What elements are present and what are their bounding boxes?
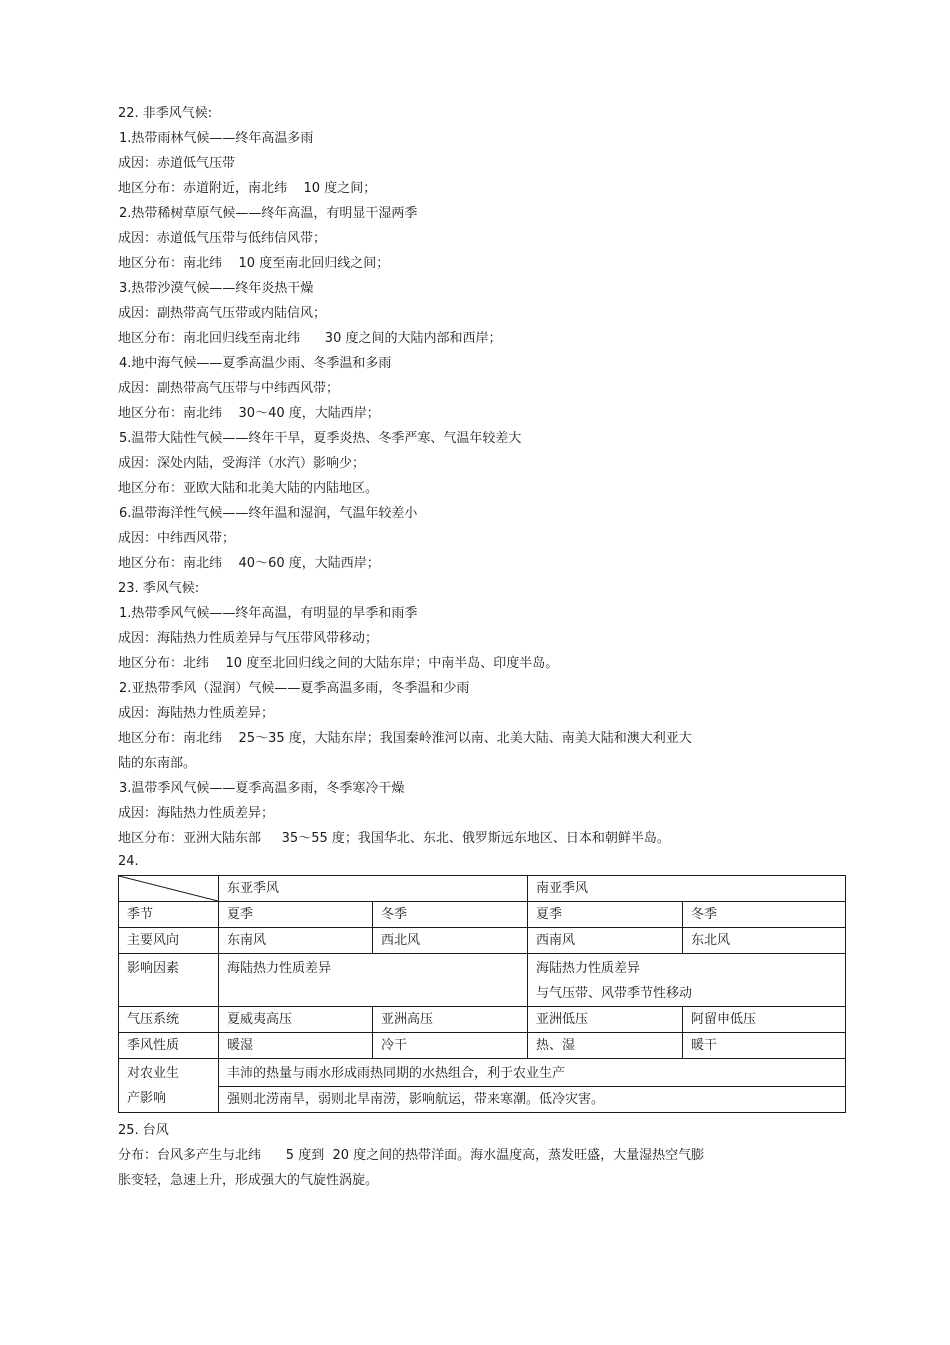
section-23-body [118,601,838,851]
text-line: 成因：赤道低气压带 [118,156,236,171]
table-cell: 暖干 [683,1033,846,1059]
text-line: 成因：海陆热力性质差异； [118,806,275,821]
table-cell: 东南风 [219,928,373,954]
text-line: 陆的东南部。 [118,756,197,771]
table-cell: 夏威夷高压 [219,1007,373,1033]
table-header-row [119,876,846,902]
text-line: 成因：海陆热力性质差异与气压带风带移动； [118,631,379,646]
table-cell: 冬季 [683,902,846,928]
table-row [119,1007,846,1033]
row-label-factor: 影响因素 [119,954,219,1007]
table-cell: 冷干 [373,1033,528,1059]
table-cell: 西北风 [373,928,528,954]
text-line: 4.地中海气候——夏季高温少雨、冬季温和多雨 [119,356,392,371]
monsoon-comparison-table [118,875,846,1113]
diagonal-header-cell [119,876,219,902]
table-cell: 亚洲高压 [373,1007,528,1033]
text-line: 地区分布：亚欧大陆和北美大陆的内陆地区。 [118,481,379,496]
section-25-body [118,1143,838,1193]
text-line: 3.温带季风气候——夏季高温多雨，冬季寒冷干燥 [119,781,405,796]
south-asia-monsoon-header: 南亚季风 [528,876,846,902]
section-25-heading: 25. 台风 [118,1123,169,1138]
text-line: 地区分布：南北纬 25～35 度，大陆东岸；我国秦岭淮河以南、北美大陆、南美大陆和澳大利亚大 [118,731,692,746]
table-cell: 亚洲低压 [528,1007,683,1033]
text-line: 3.热带沙漠气候——终年炎热干燥 [119,281,314,296]
text-line: 地区分布：南北纬 10 度至南北回归线之间； [118,256,390,271]
text-line: 6.温带海洋性气候——终年温和湿润，气温年较差小 [119,506,418,521]
table-cell: 海陆热力性质差异 [219,954,528,1007]
text-line: 地区分布：南北回归线至南北纬 30 度之间的大陆内部和西岸； [118,331,502,346]
table-row [119,1059,846,1087]
text-line: 分布：台风多产生与北纬 5 度到 20 度之间的热带洋面。海水温度高，蒸发旺盛，大量湿热空气膨 [118,1148,705,1163]
text-line: 5.温带大陆性气候——终年干旱，夏季炎热、冬季严寒、气温年较差大 [119,431,522,446]
cell-line: 对农业生 [127,1066,180,1081]
table-cell: 冬季 [373,902,528,928]
east-asia-monsoon-header: 东亚季风 [219,876,528,902]
table-row [119,1033,846,1059]
table-cell: 丰沛的热量与雨水形成雨热同期的水热组合，利于农业生产 [219,1059,846,1087]
table-row [119,928,846,954]
text-line: 地区分布：亚洲大陆东部 35～55 度；我国华北、东北、俄罗斯远东地区、日本和朝鲜半岛。 [118,831,670,846]
table-row [119,1087,846,1113]
table-row [119,902,846,928]
table-cell: 热、湿 [528,1033,683,1059]
row-label-pressure: 气压系统 [119,1007,219,1033]
text-line: 2.热带稀树草原气候——终年高温，有明显干湿两季 [119,206,418,221]
text-line: 成因：副热带高气压带或内陆信风； [118,306,327,321]
text-line: 胀变轻，急速上升，形成强大的气旋性涡旋。 [118,1173,379,1188]
table-cell: 暖湿 [219,1033,373,1059]
table-cell: 夏季 [219,902,373,928]
text-line: 成因：副热带高气压带与中纬西风带； [118,381,340,396]
text-line: 2.亚热带季风（湿润）气候——夏季高温多雨，冬季温和少雨 [119,681,470,696]
section-22-body [118,126,838,576]
table-cell: 强则北涝南旱，弱则北旱南涝，影响航运，带来寒潮。低冷灾害。 [219,1087,846,1113]
diagonal-line [119,876,218,901]
row-label-agriculture [119,1059,219,1113]
section-23-heading: 23. 季风气候: [118,581,200,596]
cell-line: 与气压带、风带季节性移动 [536,986,693,1001]
cell-line: 产影响 [127,1091,167,1106]
text-line: 成因：中纬西风带； [118,531,236,546]
text-line: 地区分布：南北纬 40～60 度，大陆西岸； [118,556,380,571]
table-cell: 西南风 [528,928,683,954]
text-line: 成因：赤道低气压带与低纬信风带； [118,231,327,246]
text-line: 1.热带季风气候——终年高温，有明显的旱季和雨季 [119,606,418,621]
table-cell [528,954,846,1007]
table-row [119,954,846,1007]
row-label-wind: 主要风向 [119,928,219,954]
table-cell: 东北风 [683,928,846,954]
text-line: 地区分布：南北纬 30～40 度，大陆西岸； [118,406,380,421]
text-line: 成因：深处内陆，受海洋（水汽）影响少； [118,456,366,471]
row-label-nature: 季风性质 [119,1033,219,1059]
cell-line: 海陆热力性质差异 [536,961,641,976]
text-line: 地区分布：赤道附近，南北纬 10 度之间； [118,181,377,196]
table-cell: 阿留申低压 [683,1007,846,1033]
document-page [118,101,838,1193]
text-line: 成因：海陆热力性质差异； [118,706,275,721]
row-label-season: 季节 [119,902,219,928]
section-24-heading: 24. [118,854,139,869]
section-22-heading: 22. 非季风气候: [118,106,213,121]
text-line: 1.热带雨林气候——终年高温多雨 [119,131,314,146]
table-cell: 夏季 [528,902,683,928]
text-line: 地区分布：北纬 10 度至北回归线之间的大陆东岸；中南半岛、印度半岛。 [118,656,559,671]
